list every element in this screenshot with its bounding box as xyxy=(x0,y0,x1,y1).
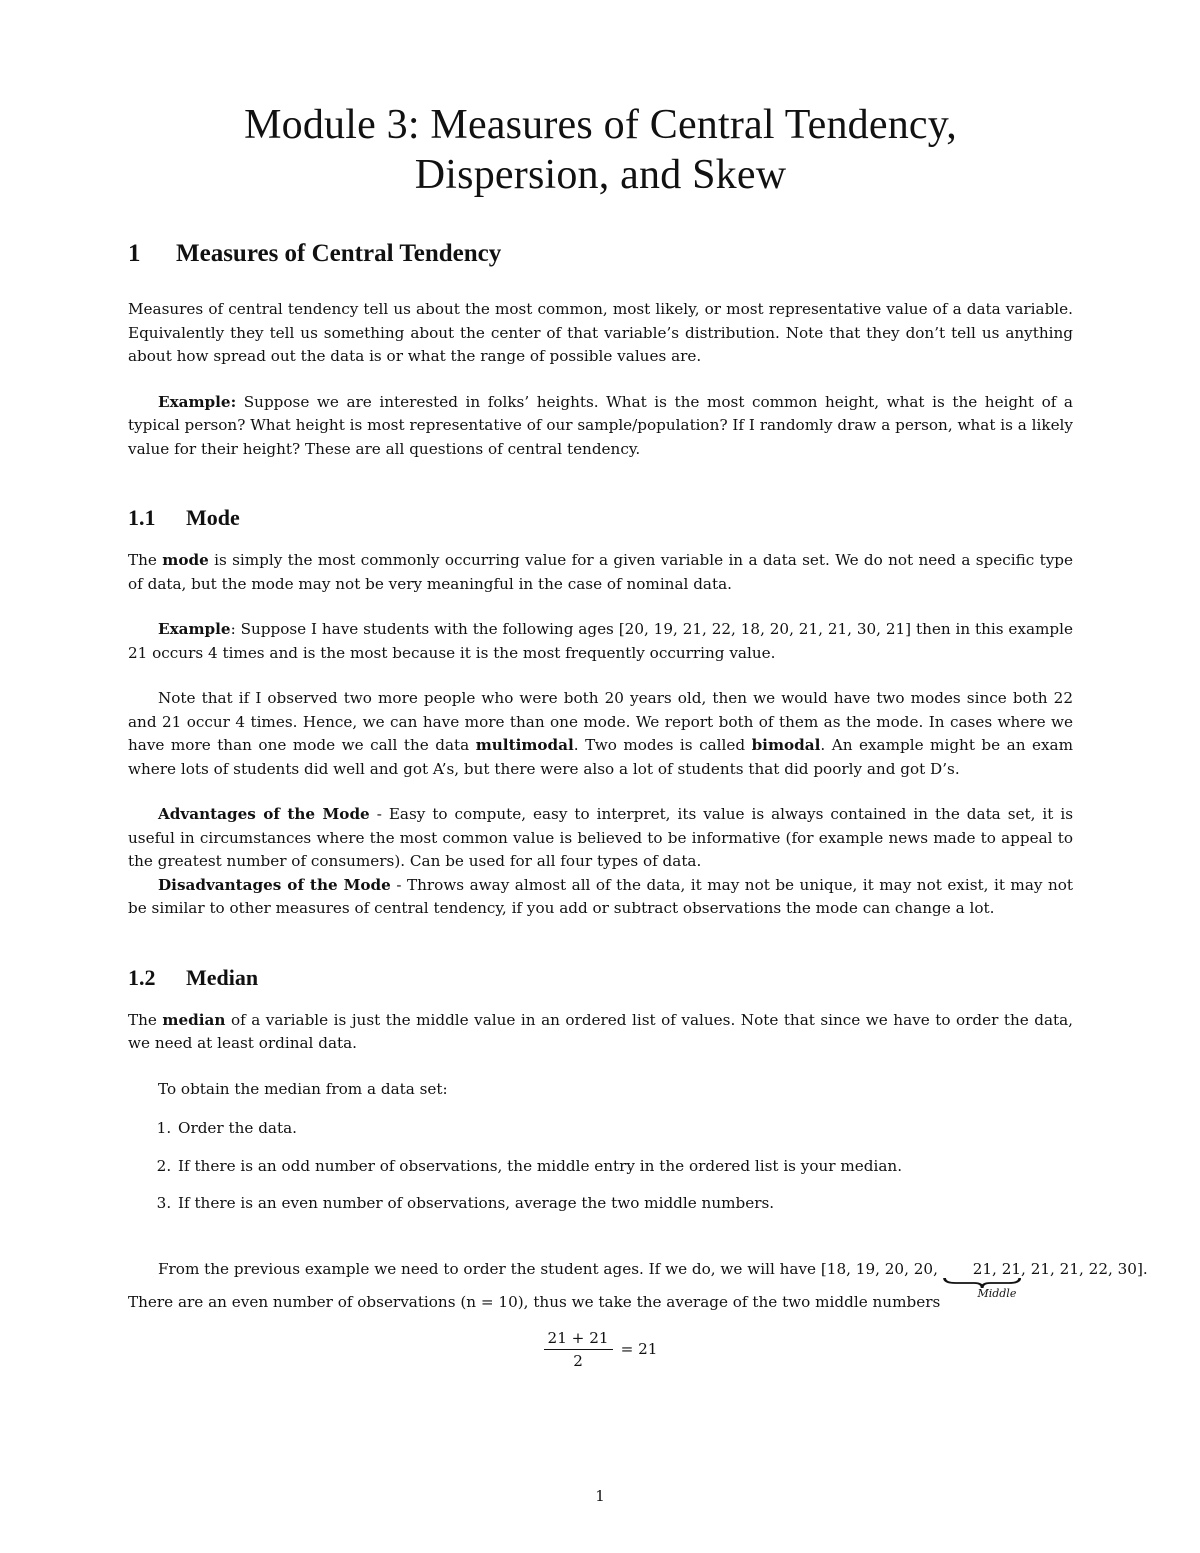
example-label: Example: xyxy=(158,392,237,411)
text-run: The xyxy=(128,551,163,569)
page-number: 1 xyxy=(595,1487,605,1505)
median-steps-intro: To obtain the median from a data set: xyxy=(158,1079,448,1098)
list-item: 3. If there is an even number of observations, average the two middle numbers. xyxy=(176,1192,1073,1216)
text-run: Note that if I observed two more people who were both 20 years old, then we would have two modes since both 22 and 21 occur 4 times. Hence, we can have more than one mode. We report both of them as the mode. In cases where we have more than one mode we call the data xyxy=(128,689,1073,754)
mode-heading xyxy=(128,505,1073,531)
mode-example xyxy=(128,618,1073,665)
advantages-text: - Easy to compute, easy to interpret, its value is always contained in the data set, it is useful in circumstances where the most common value is believed to be informative (for example news made to appeal to the greatest number of consumers). Can be used for all four types of data. xyxy=(128,805,1073,870)
section-number: 1 xyxy=(128,240,141,267)
text-run: From the previous example we need to order the student ages. If we do, we will have [18, 19, 20, 20, xyxy=(158,1259,943,1278)
mode-definition xyxy=(128,549,1073,596)
ordered-ages-line xyxy=(128,1258,1148,1300)
text-run: . Two modes is called xyxy=(573,736,752,754)
example-text: Suppose we are interested in folks’ heights. What is the most common height, what is the height of a typical person? What height is most representative of our sample/population? If I randomly draw a person, what is a likely value for their height? These are all questions of central tendency. xyxy=(128,392,1073,458)
median-definition xyxy=(128,1009,1073,1056)
example-label: Example xyxy=(158,620,231,638)
subsection-title: Median xyxy=(186,964,259,990)
document-title xyxy=(128,100,1073,200)
section-title: Measures of Central Tendency xyxy=(176,240,502,267)
list-item: 2. If there is an odd number of observations, the middle entry in the ordered list is your median. xyxy=(176,1155,1073,1179)
median-term: median xyxy=(162,1010,226,1029)
bimodal-term: bimodal xyxy=(751,736,821,754)
mode-disadvantages xyxy=(128,874,1073,921)
mode-term: mode xyxy=(162,551,209,569)
text-run: , 21, 21, 22, 30]. xyxy=(1021,1259,1148,1278)
subsection-number: 1.2 xyxy=(128,964,156,990)
advantages-label: Advantages of the Mode xyxy=(158,805,370,823)
median-heading xyxy=(128,965,1073,991)
text-run: of a variable is just the middle value in an ordered list of values. Note that since we have to order the data, we need at least ordinal data. xyxy=(128,1010,1073,1052)
section-1-example xyxy=(128,391,1073,462)
median-steps-list xyxy=(128,1117,1073,1216)
section-1-heading xyxy=(128,240,1073,268)
title-line-1: Module 3: Measures of Central Tendency, xyxy=(244,102,957,148)
fraction xyxy=(544,1329,613,1370)
example-text: : Suppose I have students with the following ages [20, 19, 21, 22, 18, 20, 21, 21, 30, 21] then in this example 21 occurs 4 times and is the most because it is the most frequently occurring value. xyxy=(128,620,1073,662)
subsection-number: 1.1 xyxy=(128,505,156,530)
section-1-intro: Measures of central tendency tell us about the most common, most likely, or most representative value of a data variable. Equivalently they tell us something about the center of that variable’s distribution. Note that they don’t tell us anything about how spread out the data is or what the range of possible values are. xyxy=(128,300,1073,365)
fraction-denominator: 2 xyxy=(573,1351,583,1370)
formula-result: = 21 xyxy=(620,1340,658,1358)
disadvantages-text: - Throws away almost all of the data, it may not be unique, it may not exist, it may not be similar to other measures of central tendency, if you add or subtract observations the mode can change a lot. xyxy=(128,875,1073,917)
multimodal-paragraph xyxy=(128,687,1073,781)
text-run: is simply the most commonly occurring value for a given variable in a data set. We do not need a specific type of data, but the mode may not be very meaningful in the case of nominal data. xyxy=(128,551,1074,593)
middle-values xyxy=(943,1258,1022,1300)
middle-label: Middle xyxy=(977,1286,1017,1300)
middle-numbers: 21, 21 xyxy=(972,1259,1022,1278)
disadvantages-label: Disadvantages of the Mode xyxy=(158,875,391,894)
subsection-title: Mode xyxy=(186,505,240,530)
list-item: 1. Order the data. xyxy=(176,1117,1073,1141)
mode-advantages xyxy=(128,803,1073,874)
median-formula xyxy=(128,1329,1073,1370)
even-observations-text: There are an even number of observations (n = 10), thus we take the average of the two middle numbers xyxy=(128,1293,941,1311)
text-run: The xyxy=(128,1010,163,1029)
multimodal-term: multimodal xyxy=(475,736,574,754)
fraction-numerator: 21 + 21 xyxy=(544,1329,613,1350)
document-page xyxy=(128,100,1148,1370)
title-line-2: Dispersion, and Skew xyxy=(414,152,787,198)
text-run: . An example might be an exam where lots of students did well and got A’s, but there were also a lot of students that did poorly and got D’s. xyxy=(128,736,1073,778)
